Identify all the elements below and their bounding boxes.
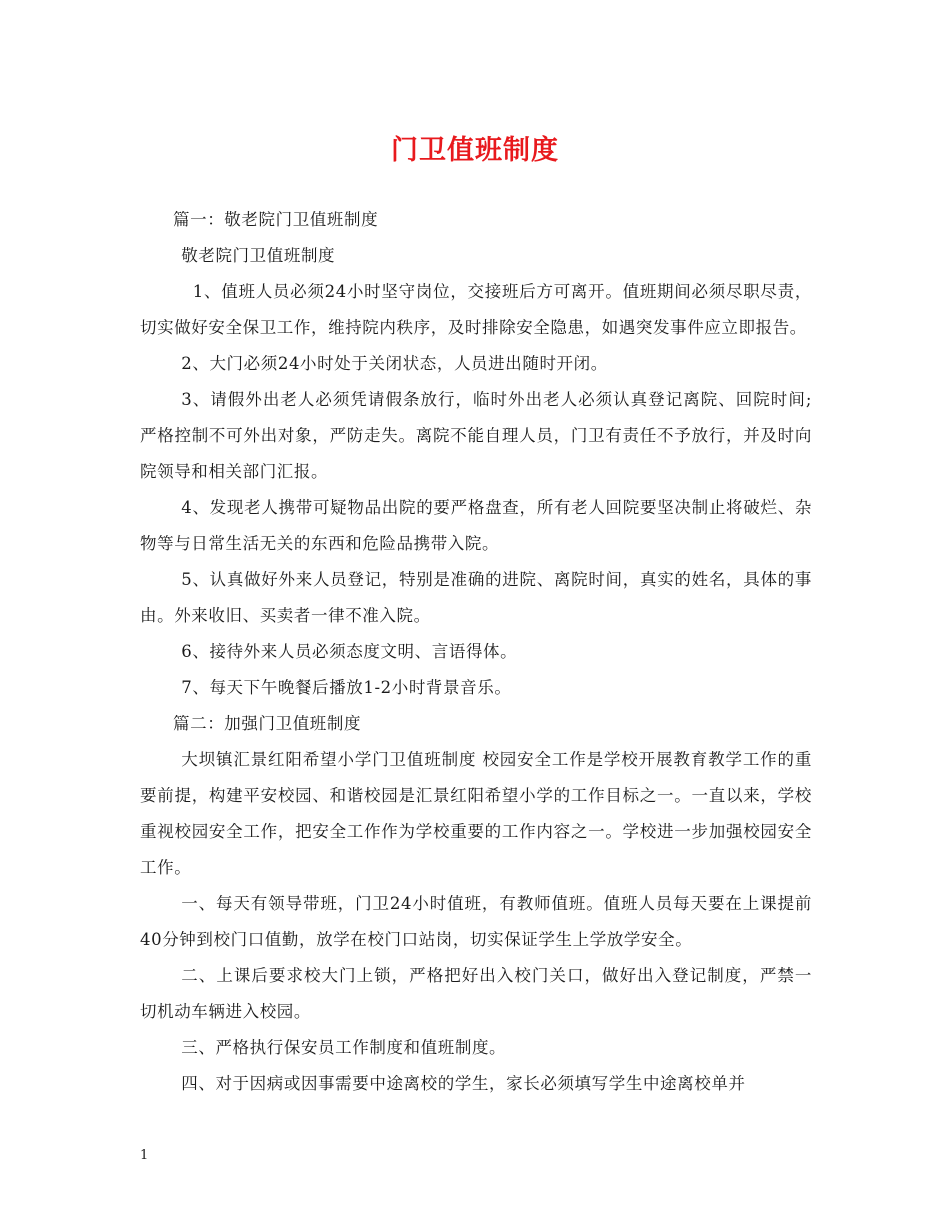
rule-4-paragraph: 4、发现老人携带可疑物品出院的要严格盘查，所有老人回院要坚决制止将破烂、杂物等与日常生活无关的东西和危险品携带入院。 — [140, 498, 812, 553]
item-1-paragraph: 一、每天有领导带班，门卫24小时值班，有教师值班。值班人员每天要在上课提前40分钟到校门口值勤，放学在校门口站岗，切实保证学生上学放学安全。 — [140, 894, 812, 949]
rule-7-paragraph: 7、每天下午晚餐后播放1-2小时背景音乐。 — [181, 678, 512, 697]
rule-1-paragraph: 1、值班人员必须24小时坚守岗位，交接班后方可离开。值班期间必须尽职尽责，切实做好安全保卫工作，维持院内秩序，及时排除安全隐患，如遇突发事件应立即报告。 — [140, 282, 812, 337]
section-2-heading: 篇二：加强门卫值班制度 — [173, 714, 362, 733]
rule-5-paragraph: 5、认真做好外来人员登记，特别是准确的进院、离院时间，真实的姓名，具体的事由。外来收旧、买卖者一律不准入院。 — [140, 570, 812, 625]
section-2-intro-paragraph: 大坝镇汇景红阳希望小学门卫值班制度 校园安全工作是学校开展教育教学工作的重要前提，构建平安校园、和谐校园是汇景红阳希望小学的工作目标之一。一直以来，学校重视校园安全工作，把安全工作作为学校重要的工作内容之一。学校进一步加强校园安全工作。 — [140, 750, 812, 877]
item-3-paragraph: 三、严格执行保安员工作制度和值班制度。 — [181, 1038, 507, 1057]
section-1-heading: 篇一：敬老院门卫值班制度 — [173, 210, 379, 229]
item-2-paragraph: 二、上课后要求校大门上锁，严格把好出入校门关口，做好出入登记制度，严禁一切机动车辆进入校园。 — [140, 966, 812, 1021]
rule-2-paragraph: 2、大门必须24小时处于关闭状态，人员进出随时开闭。 — [181, 354, 608, 373]
document-body — [140, 202, 812, 1102]
rule-6-paragraph: 6、接待外来人员必须态度文明、言语得体。 — [181, 642, 518, 661]
section-1-subtitle: 敬老院门卫值班制度 — [181, 246, 336, 265]
document-title: 门卫值班制度 — [391, 135, 559, 166]
item-4-paragraph: 四、对于因病或因事需要中途离校的学生，家长必须填写学生中途离校单并 — [181, 1074, 746, 1093]
rule-3-paragraph: 3、请假外出老人必须凭请假条放行，临时外出老人必须认真登记离院、回院时间;严格控制不可外出对象，严防走失。离院不能自理人员，门卫有责任不予放行，并及时向院领导和相关部门汇报。 — [140, 390, 812, 481]
page-number: 1 — [140, 1148, 149, 1163]
